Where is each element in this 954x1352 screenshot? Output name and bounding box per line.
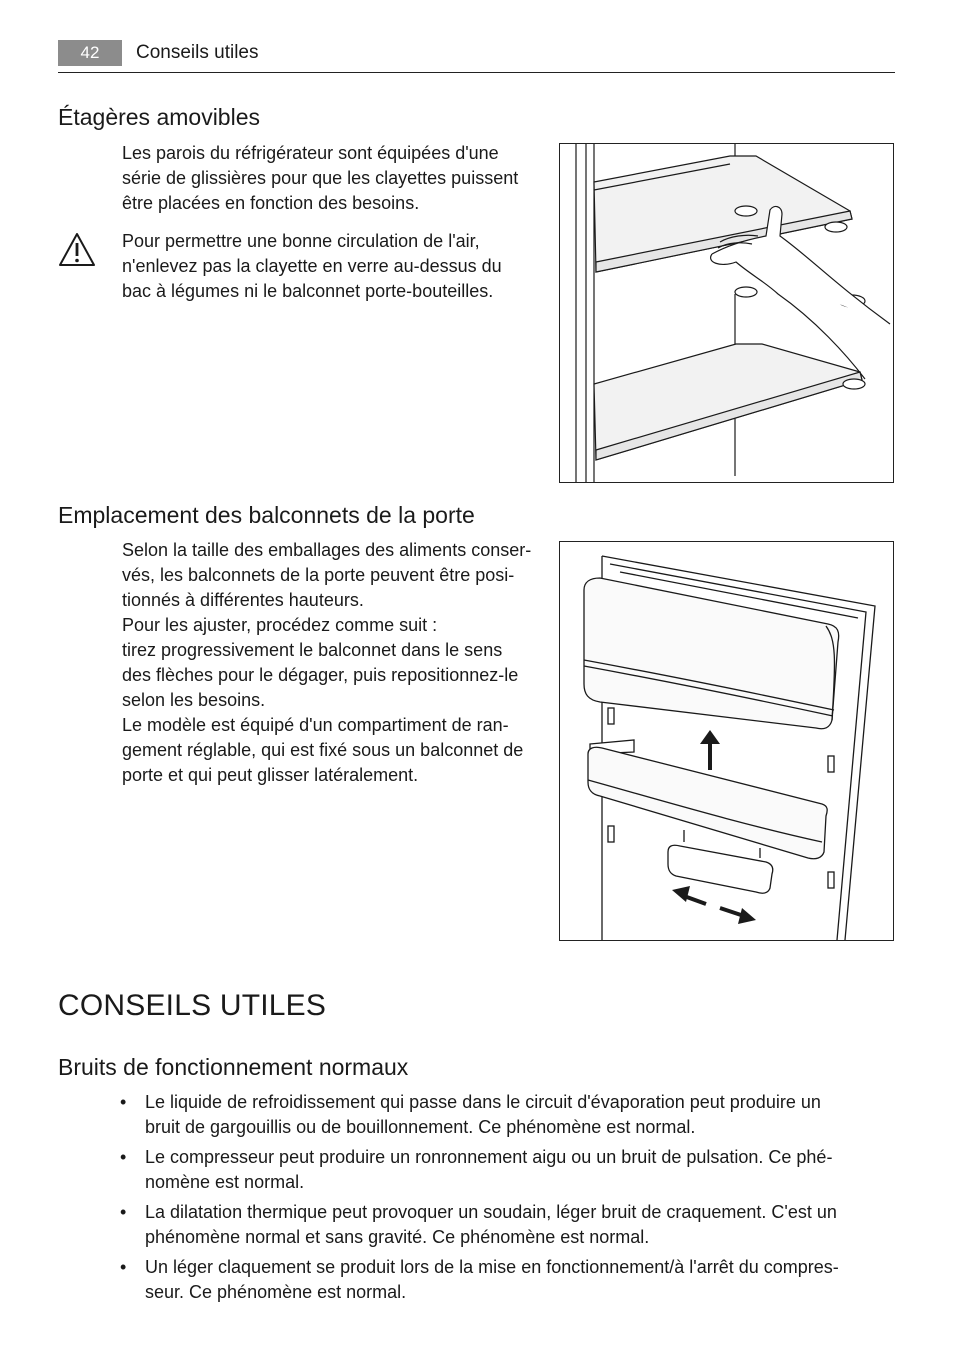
shelves-intro: Les parois du réfrigérateur sont équipées d'une série de glissières pour que les clayettes puissent être placées en fonction des besoins. (122, 143, 519, 213)
warning-icon (58, 232, 96, 268)
shelves-illustration (559, 143, 894, 483)
page-number: 42 (58, 40, 122, 66)
chapter-title: CONSEILS UTILES (58, 989, 327, 1022)
section-title-shelves: Étagères amovibles (58, 104, 260, 130)
bullet-dot: • (120, 1147, 127, 1167)
door-balconies-text: Selon la taille des emballages des aliments conser- vés, les balconnets de la porte peuvent être posi- tionnés à différentes hauteurs. Pour les ajuster, procédez comme suit : tirez progressivement le balconnet dans le sens des flèches pour le dégager, puis repositionnez-le selon les besoins. Le modèle est équipé d'un compartiment de ran- gement réglable, qui est fixé sous un balconnet de porte et qui peut glisser latéralement. (122, 540, 532, 785)
door-balcony-illustration (559, 541, 894, 941)
bullet-dot: • (120, 1202, 127, 1222)
bullet-dot: • (120, 1092, 127, 1112)
page-header (58, 40, 895, 73)
section-title-normal-noises: Bruits de fonctionnement normaux (58, 1054, 409, 1080)
list-item: • Le liquide de refroidissement qui passe dans le circuit d'évaporation peut produire un bruit de gargouillis ou de bouillonnement. Ce phénomène est normal. (120, 1092, 821, 1137)
list-item: • Un léger claquement se produit lors de la mise en fonctionnement/à l'arrêt du compres- seur. Ce phénomène est normal. (120, 1257, 839, 1302)
list-item: • La dilatation thermique peut provoquer un soudain, léger bruit de craquement. C'est un phénomène normal et sans gravité. Ce phénomène est normal. (120, 1202, 837, 1247)
list-item: • Le compresseur peut produire un ronronnement aigu ou un bruit de pulsation. Ce phé- nomène est normal. (120, 1147, 833, 1192)
running-header-title: Conseils utiles (136, 42, 259, 63)
section-title-door-balconies: Emplacement des balconnets de la porte (58, 502, 475, 528)
shelves-warning: Pour permettre une bonne circulation de l'air, n'enlevez pas la clayette en verre au-dessus du bac à légumes ni le balconnet porte-bouteilles. (122, 231, 502, 301)
bullet-dot: • (120, 1257, 127, 1277)
normal-noises-list (120, 1090, 890, 1310)
